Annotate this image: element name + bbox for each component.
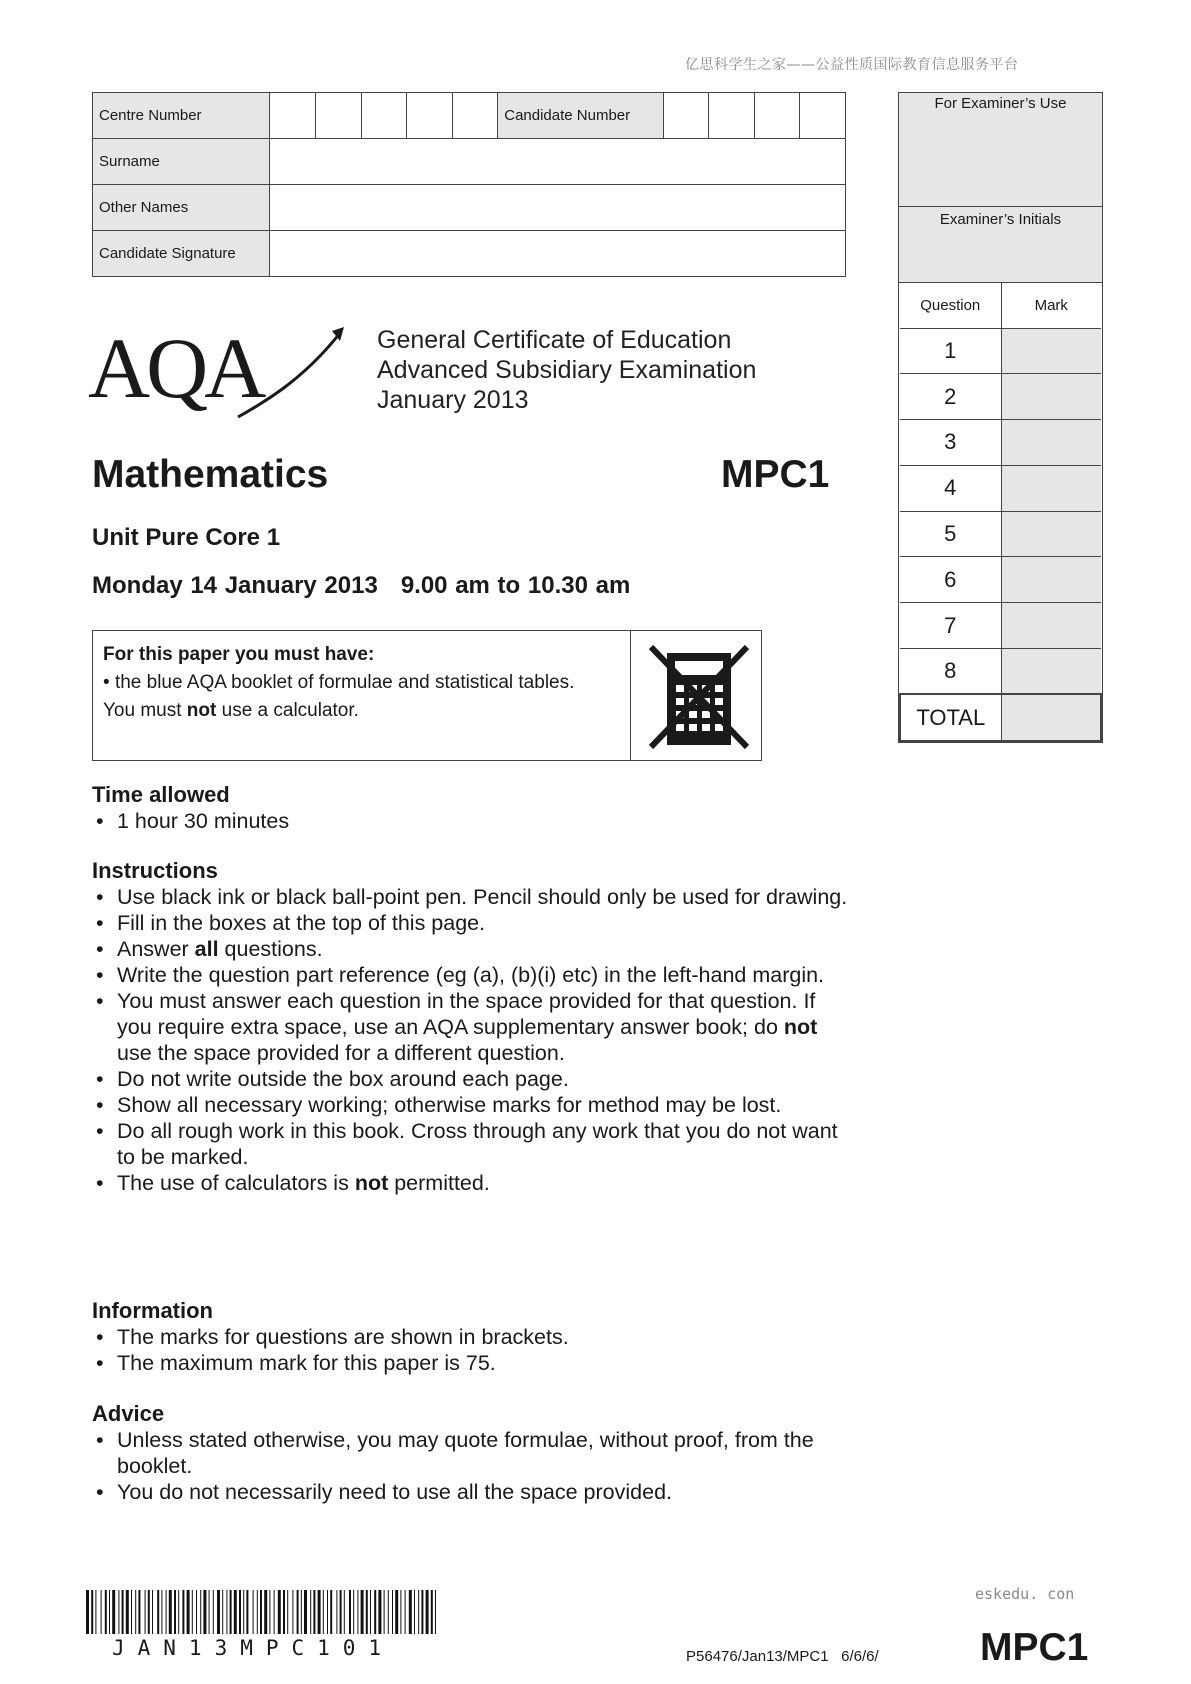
- examiner-use-label: For Examiner’s Use: [899, 93, 1102, 207]
- candidate-number-box[interactable]: [709, 93, 755, 139]
- mark-header: Mark: [1001, 283, 1101, 328]
- question-number: 6: [900, 557, 1001, 603]
- advice-heading: Advice: [92, 1401, 165, 1426]
- subject-title: Mathematics: [92, 453, 329, 496]
- centre-number-box[interactable]: [315, 93, 361, 139]
- signature-field[interactable]: [270, 231, 846, 277]
- candidate-number-box[interactable]: [663, 93, 709, 139]
- mark-cell[interactable]: [1001, 603, 1101, 649]
- list-item: • You do not necessarily need to use all the space provided.: [92, 1479, 852, 1505]
- instructions-heading: Instructions: [92, 858, 218, 883]
- advice-section: [92, 1401, 852, 1505]
- signature-label: Candidate Signature: [93, 231, 270, 277]
- paper-reference: P56476/Jan13/MPC1 6/6/6/: [686, 1648, 879, 1665]
- marks-grid: [899, 283, 1102, 742]
- question-number: 8: [900, 649, 1001, 695]
- instructions-section: [92, 858, 852, 1196]
- list-item: • Use black ink or black ball-point pen. Pencil should only be used for drawing.: [92, 884, 852, 910]
- materials-divider: [630, 631, 631, 760]
- information-section: [92, 1298, 852, 1376]
- other-names-label: Other Names: [93, 185, 270, 231]
- list-item: • Answer all questions.: [92, 936, 852, 962]
- aqa-logo: [88, 325, 348, 427]
- list-item: • Do not write outside the box around each page.: [92, 1066, 852, 1092]
- list-item: • The use of calculators is not permitted.: [92, 1170, 852, 1196]
- barcode-text: JAN13MPC101: [112, 1636, 395, 1660]
- time-allowed-section: [92, 782, 852, 834]
- watermark-header: 亿思科学生之家——公益性质国际教育信息服务平台: [685, 57, 1019, 73]
- centre-number-box[interactable]: [452, 93, 498, 139]
- total-mark-cell[interactable]: [1001, 694, 1101, 741]
- total-label: TOTAL: [900, 694, 1001, 741]
- other-names-field[interactable]: [270, 185, 846, 231]
- exam-date: Monday 14 January 2013 9.00 am to 10.30 am: [92, 572, 631, 599]
- centre-number-box[interactable]: [270, 93, 316, 139]
- candidate-number-box[interactable]: [800, 93, 846, 139]
- logo-text: AQA: [88, 325, 263, 416]
- examiner-initials-label: Examiner’s Initials: [899, 207, 1102, 283]
- site-watermark: eskedu. con: [975, 1585, 1075, 1603]
- paper-code: MPC1: [721, 453, 830, 496]
- question-number: 1: [900, 328, 1001, 374]
- mark-cell[interactable]: [1001, 511, 1101, 557]
- materials-heading: For this paper you must have:: [103, 644, 375, 665]
- mark-cell[interactable]: [1001, 374, 1101, 420]
- mark-cell[interactable]: [1001, 420, 1101, 466]
- examiner-panel: [898, 92, 1103, 743]
- no-calculator-icon: [643, 639, 755, 753]
- list-item: • Do all rough work in this book. Cross through any work that you do not want to be marked.: [92, 1118, 852, 1170]
- unit-title: Unit Pure Core 1: [92, 524, 281, 551]
- list-item: • Fill in the boxes at the top of this page.: [92, 910, 852, 936]
- question-number: 3: [900, 420, 1001, 466]
- question-number: 7: [900, 603, 1001, 649]
- mark-cell[interactable]: [1001, 328, 1101, 374]
- materials-item: • the blue AQA booklet of formulae and statistical tables.: [103, 672, 575, 693]
- gce-line: General Certificate of Education: [377, 326, 732, 354]
- list-item: • You must answer each question in the space provided for that question. If you require extra space, use an AQA supplementary answer book; do not use the space provided for a different question.: [92, 988, 852, 1066]
- mark-cell[interactable]: [1001, 557, 1101, 603]
- gce-line: Advanced Subsidiary Examination: [377, 356, 757, 384]
- candidate-number-box[interactable]: [754, 93, 800, 139]
- information-heading: Information: [92, 1298, 213, 1323]
- list-item: • Unless stated otherwise, you may quote formulae, without proof, from the booklet.: [92, 1427, 852, 1479]
- list-item: • 1 hour 30 minutes: [92, 808, 852, 834]
- list-item: • The maximum mark for this paper is 75.: [92, 1350, 852, 1376]
- question-number: 5: [900, 511, 1001, 557]
- barcode-icon: [86, 1590, 441, 1634]
- mark-cell[interactable]: [1001, 465, 1101, 511]
- materials-text: [103, 641, 623, 725]
- centre-number-box[interactable]: [361, 93, 407, 139]
- materials-box: [92, 630, 762, 761]
- footer-paper-code: MPC1: [980, 1626, 1089, 1669]
- calculator-note: You must not use a calculator.: [103, 700, 359, 721]
- surname-label: Surname: [93, 139, 270, 185]
- list-item: • The marks for questions are shown in brackets.: [92, 1324, 852, 1350]
- centre-number-label: Centre Number: [93, 93, 270, 139]
- mark-cell[interactable]: [1001, 649, 1101, 695]
- gce-line: January 2013: [377, 386, 529, 414]
- candidate-details-table: [92, 92, 846, 277]
- candidate-number-label: Candidate Number: [498, 93, 663, 139]
- question-number: 2: [900, 374, 1001, 420]
- question-header: Question: [900, 283, 1001, 328]
- surname-field[interactable]: [270, 139, 846, 185]
- list-item: • Show all necessary working; otherwise marks for method may be lost.: [92, 1092, 852, 1118]
- question-number: 4: [900, 465, 1001, 511]
- time-allowed-heading: Time allowed: [92, 782, 230, 807]
- centre-number-box[interactable]: [407, 93, 453, 139]
- list-item: • Write the question part reference (eg (a), (b)(i) etc) in the left-hand margin.: [92, 962, 852, 988]
- qualification-heading: [377, 325, 756, 415]
